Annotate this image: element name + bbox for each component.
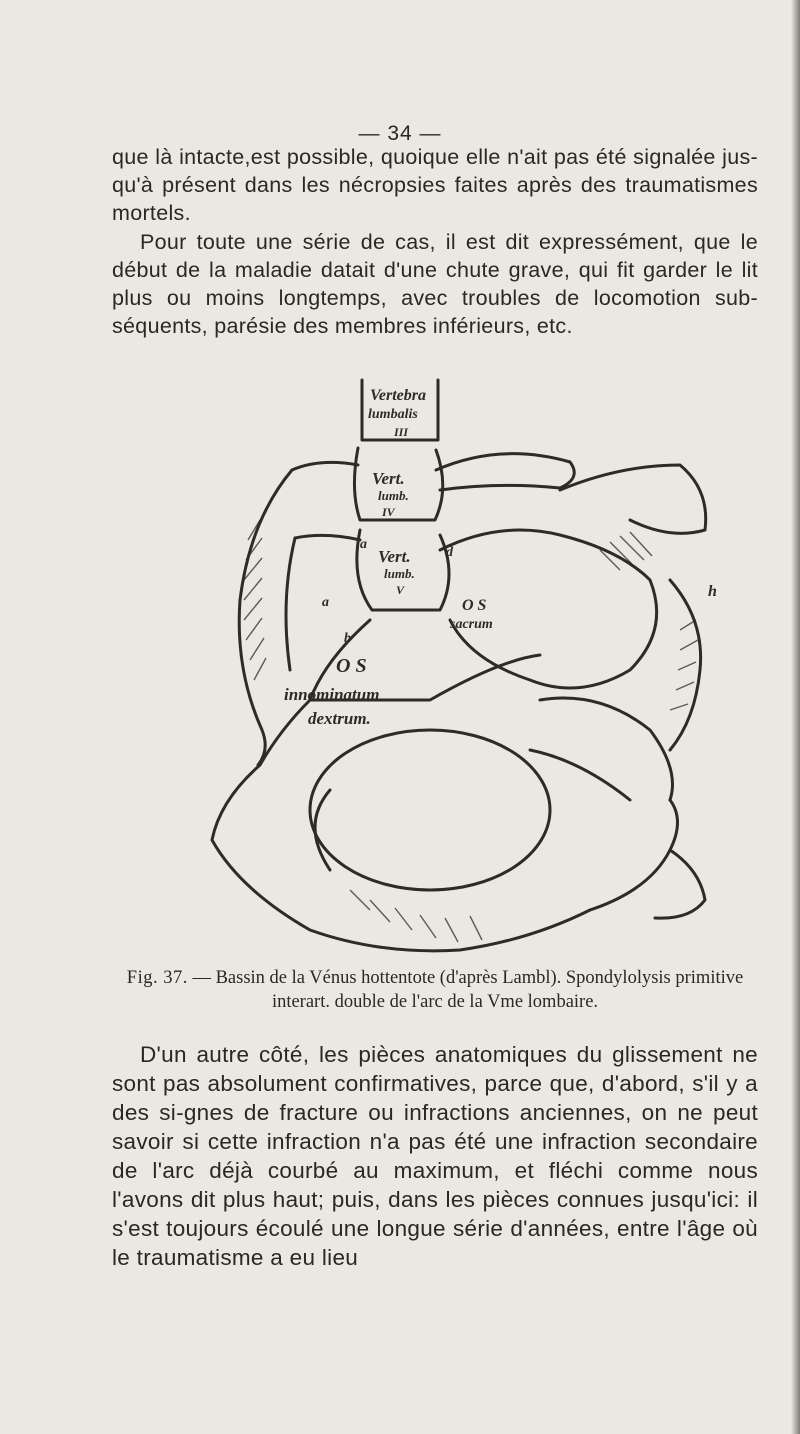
label-mark-a2: a <box>322 595 329 610</box>
label-vertebra-v-c: V <box>396 583 405 597</box>
label-vertebra-iii-a: Vertebra <box>370 387 426 404</box>
label-vertebra-iii-c: III <box>394 425 409 439</box>
label-vertebra-iv-a: Vert. <box>372 469 405 488</box>
label-os-sacrum-b: sacrum <box>450 617 493 632</box>
label-os-sacrum-a: O S <box>462 597 487 614</box>
obturator-foramen <box>310 730 550 890</box>
label-vertebra-v-b: lumb. <box>384 566 415 581</box>
label-vertebra-iv-c: IV <box>382 505 395 519</box>
left-ilium-outline <box>239 470 292 765</box>
pelvis-figure <box>200 370 720 960</box>
page-number: — 34 — <box>358 122 442 145</box>
label-os-innominatum-c: dextrum. <box>308 709 371 728</box>
label-mark-h: h <box>708 583 717 600</box>
label-vertebra-iv-b: lumb. <box>378 488 409 503</box>
paragraph-3: D'un autre côté, les pièces anatomiques du glissement ne sont pas absolument confirmatives, parce que, d'abord, s'il y a des si-gnes de fracture ou infractions anciennes, on ne peut savoir si cette infraction n'a pas été une infraction secondaire de l'arc déjà courbé au maximum, et fléchi comme nous l'avons dit plus haut; puis, dans les pièces connues jusqu'ici: il s'est toujours écoulé une longue série d'années, entre l'âge où le traumatisme a eu lieu <box>112 1042 758 1270</box>
label-os-innominatum-a: O S <box>336 655 367 677</box>
label-vertebra-iii-b: lumbalis <box>368 407 418 422</box>
figure-caption-text: — Bassin de la Vénus hottentote (d'après Lambl). Spondylolysis primitive interart. double de l'arc de la Vme lombaire. <box>192 968 744 1012</box>
label-mark-b: b <box>344 631 351 646</box>
label-mark-d: d <box>446 545 453 560</box>
figure-number: Fig. 37. <box>126 968 188 988</box>
paragraph-2: Pour toute une série de cas, il est dit expressément, que le début de la maladie datait d'une chute grave, qui fit garder le lit plus ou moins longtemps, avec troubles de locomotion sub-séquents, parésie des membres inférieurs, etc. <box>112 230 758 338</box>
page-edge-shadow <box>791 0 800 1434</box>
paragraph-1: que là intacte,est possible, quoique elle n'ait pas été signalée jus-qu'à présent dans les nécropsies faites après des traumatismes mortels. <box>112 145 758 225</box>
figure-caption <box>112 966 758 1014</box>
label-vertebra-v-a: Vert. <box>378 547 411 566</box>
label-os-innominatum-b: innominatum <box>284 685 380 704</box>
label-mark-a1: a <box>360 537 367 552</box>
